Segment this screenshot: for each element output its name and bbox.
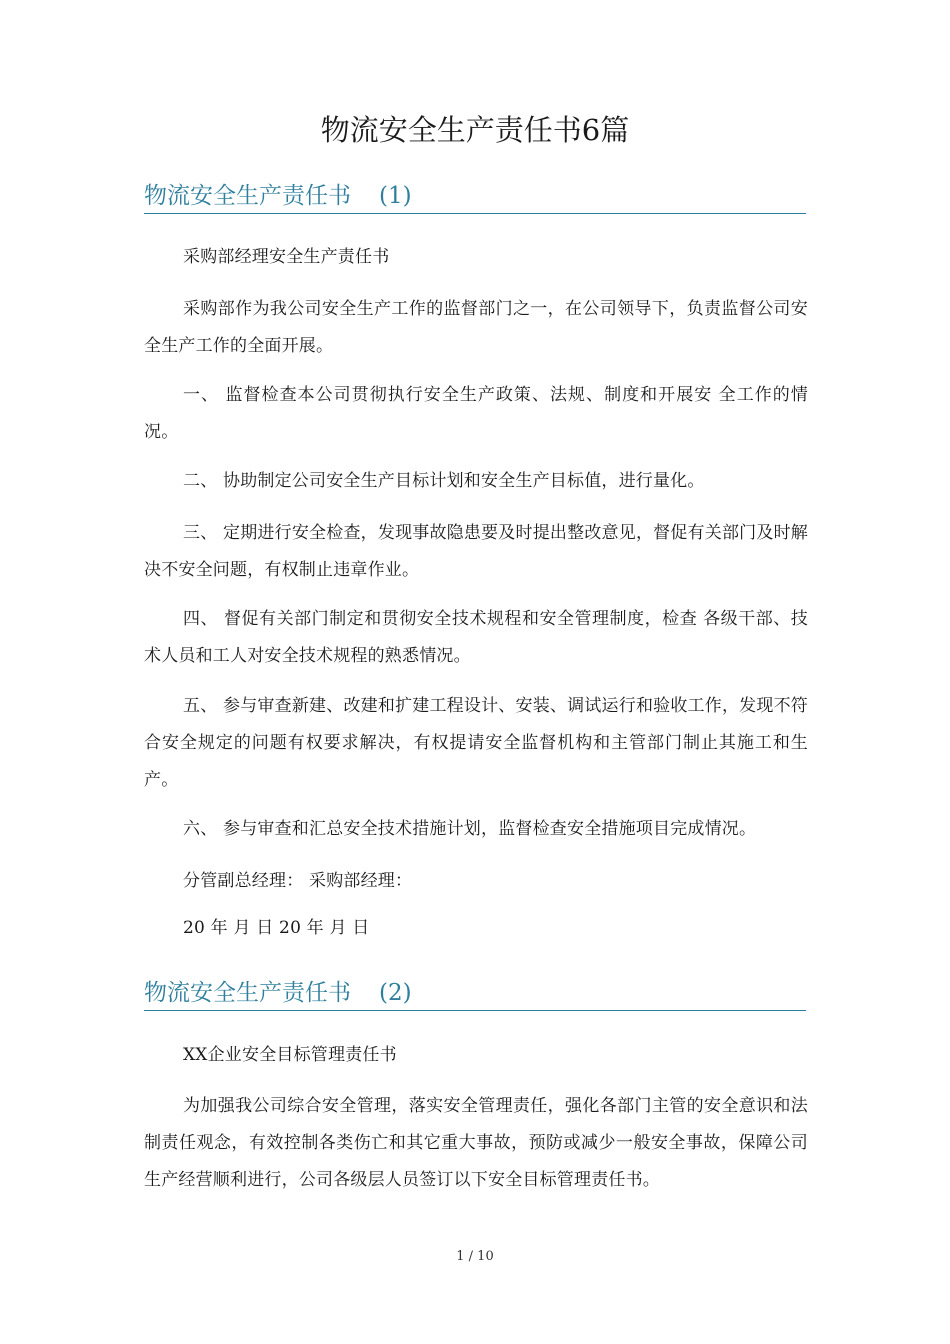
section-2-paragraph-1: XX企业安全目标管理责任书 — [183, 1045, 397, 1065]
section-2-number: (2) — [379, 980, 412, 1006]
section-1-paragraph-2: 采购部作为我公司安全生产工作的监督部门之一，在公司领导下，负责监督公司安全生产工作的全面开展。 — [144, 299, 808, 356]
section-1-heading-text: 物流安全生产责任书 — [144, 183, 351, 209]
section-1-paragraph-5: 三、 定期进行安全检查，发现事故隐患要及时提出整改意见，督促有关部门及时解决不安全问题，有权制止违章作业。 — [144, 523, 808, 580]
section-1-paragraph-8: 六、 参与审查和汇总安全技术措施计划，监督检查安全措施项目完成情况。 — [183, 819, 757, 839]
section-2-heading — [144, 978, 806, 1011]
section-1-paragraph-3: 一、 监督检查本公司贯彻执行安全生产政策、法规、制度和开展安 全工作的情况。 — [144, 385, 808, 442]
document-title: 物流安全生产责任书6篇 — [320, 113, 630, 147]
section-2-paragraph-2: 为加强我公司综合安全管理，落实安全管理责任，强化各部门主管的安全意识和法制责任观念，有效控制各类伤亡和其它重大事故，预防或减少一般安全事故，保障公司生产经营顺利进行，公司各级层人员签订以下安全目标管理责任书。 — [144, 1096, 808, 1190]
section-1-paragraph-7: 五、 参与审查新建、改建和扩建工程设计、安装、调试运行和验收工作，发现不符合安全规定的问题有权要求解决，有权提请安全监督机构和主管部门制止其施工和生产。 — [144, 696, 808, 790]
section-2-heading-text: 物流安全生产责任书 — [144, 980, 351, 1006]
section-1-paragraph-1: 采购部经理安全生产责任书 — [183, 247, 390, 267]
page-number: 1 / 10 — [456, 1249, 494, 1264]
section-1-paragraph-4: 二、 协助制定公司安全生产目标计划和安全生产目标值，进行量化。 — [183, 471, 705, 491]
section-1-paragraph-6: 四、 督促有关部门制定和贯彻安全技术规程和安全管理制度，检查 各级干部、技术人员和工人对安全技术规程的熟悉情况。 — [144, 609, 808, 666]
signature-line: 分管副总经理： 采购部经理： — [183, 871, 413, 891]
section-1-number: (1) — [379, 183, 412, 209]
section-1-heading — [144, 181, 806, 214]
date-line: 20 年 月 日 20 年 月 日 — [183, 918, 370, 938]
